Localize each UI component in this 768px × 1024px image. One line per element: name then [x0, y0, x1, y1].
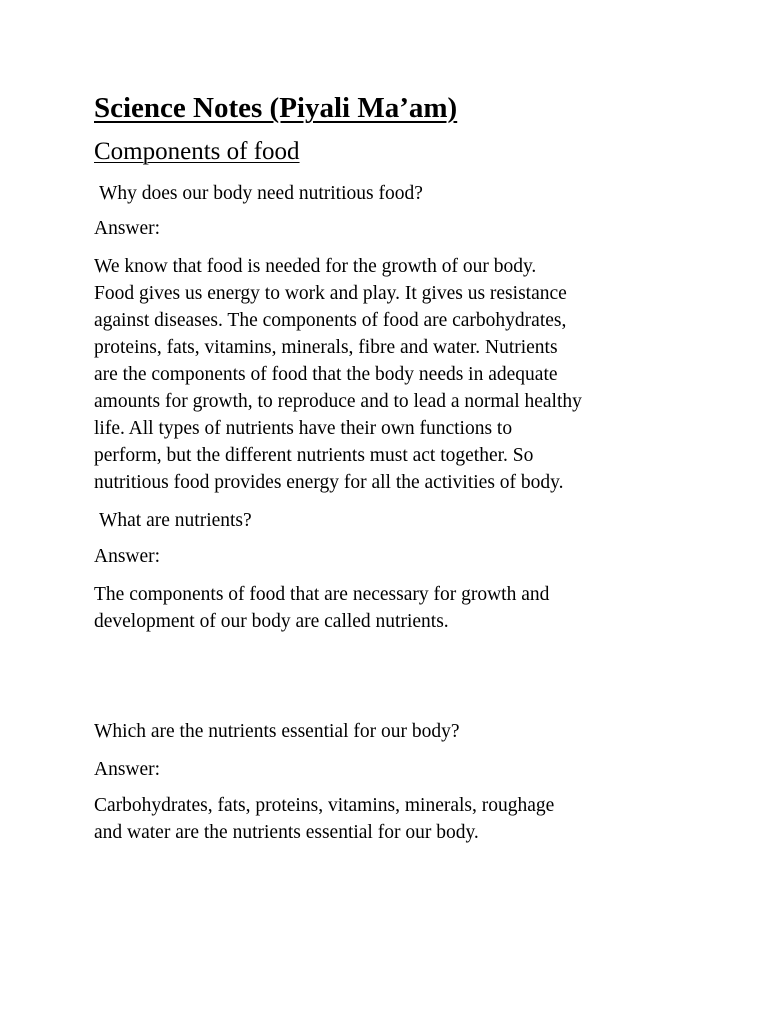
answer-line: against diseases. The components of food are carbohydrates, [94, 310, 567, 331]
question-2: What are nutrients? [99, 510, 252, 531]
question-3: Which are the nutrients essential for our body? [94, 721, 460, 742]
answer-line: life. All types of nutrients have their own functions to [94, 418, 513, 439]
answer-line: development of our body are called nutrients. [94, 611, 449, 632]
answer-line: are the components of food that the body needs in adequate [94, 364, 558, 385]
question-1: Why does our body need nutritious food? [99, 183, 423, 204]
answer-line: Carbohydrates, fats, proteins, vitamins, minerals, roughage [94, 795, 555, 816]
answer-line: nutritious food provides energy for all the activities of body. [94, 472, 564, 493]
section-subtitle: Components of food [94, 138, 300, 165]
answer-line: Food gives us energy to work and play. It gives us resistance [94, 283, 567, 304]
page-title: Science Notes (Piyali Ma’am) [94, 92, 458, 124]
answer-label-3: Answer: [94, 759, 161, 780]
answer-line: and water are the nutrients essential for our body. [94, 822, 479, 843]
answer-paragraph-3 [94, 792, 684, 846]
answer-line: proteins, fats, vitamins, minerals, fibre and water. Nutrients [94, 337, 558, 358]
answer-line: amounts for growth, to reproduce and to lead a normal healthy [94, 391, 582, 412]
answer-line: perform, but the different nutrients must act together. So [94, 445, 534, 466]
answer-paragraph-2 [94, 581, 684, 635]
answer-line: The components of food that are necessary for growth and [94, 584, 550, 605]
answer-line: We know that food is needed for the growth of our body. [94, 256, 537, 277]
answer-label-2: Answer: [94, 546, 161, 567]
answer-paragraph-1 [94, 253, 684, 496]
answer-label-1: Answer: [94, 218, 161, 239]
